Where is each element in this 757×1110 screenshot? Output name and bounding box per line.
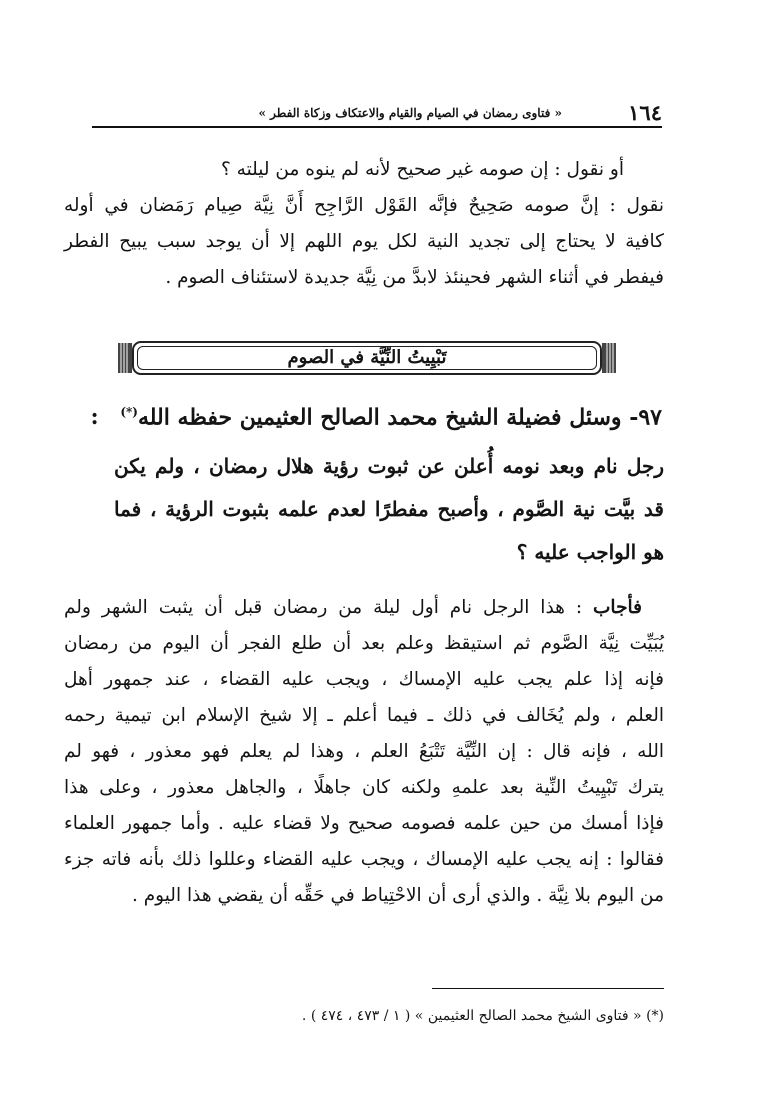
question-heading <box>90 392 662 437</box>
answer-line: العلم ، ولم يُخَالف في ذلك ـ فيما أعلم ـ إلا شيخ الإسلام ابن تيمية رحمه <box>64 705 664 726</box>
footnote-marker: (*) <box>120 405 138 419</box>
section-banner <box>118 337 616 379</box>
intro-line: نقول : إنَّ صومه صَحِيحٌ فإنَّه القَوْل الرَّاجِح أَنَّ نِيَّة صِيام رَمَضان في أوله <box>64 195 664 216</box>
question-text <box>64 445 664 574</box>
footnote: (*) « فتاوى الشيخ محمد الصالح العثيمين » ( ١ / ٤٧٣ ، ٤٧٤ ) . <box>301 1008 664 1024</box>
answer-line: فإذا أمسك من حين علمه فصومه صحيح ولا قضاء عليه . وأما جمهور العلماء <box>64 813 664 834</box>
section-title: تَبْيِيتُ النِّيَّة في الصوم <box>287 347 447 368</box>
question-line: رجل نام وبعد نومه أُعلن عن ثبوت رؤية هلال رمضان ، ولم يكن <box>114 454 664 478</box>
answer-line: يترك تَبْيِيتُ النِّية بعد علمهِ ولكنه كان جاهلًا ، والجاهل معذور ، وعلى هذا <box>64 777 664 798</box>
answer-line: فإنه إذا علم يجب عليه الإمساك ، ويجب عليه القضاء ، عند جمهور أهل <box>64 669 664 690</box>
question-line: هو الواجب عليه ؟ <box>516 540 664 564</box>
answer-line <box>64 590 664 626</box>
intro-line: فيفطر في أثناء الشهر فحينئذ لابدَّ من نِيَّة جديدة لاستئناف الصوم . <box>165 267 664 288</box>
intro-line: أو نقول : إن صومه غير صحيح لأنه لم ينوه من ليلته ؟ <box>220 159 624 180</box>
answer-line: يُبَيِّت نِيَّة الصَّوم ثم استيقظ وعلم بعد أن طلع الفجر أن اليوم من رمضان <box>64 633 664 654</box>
intro-line: كافية لا يحتاج إلى تجديد النية لكل يوم اللهم إلا أن يوجد سبب يبيح الفطر <box>64 231 664 252</box>
header-rule <box>92 126 662 128</box>
intro-paragraph <box>64 152 664 296</box>
answer-line: فقالوا : إنه يجب عليه الإمساك ، ويجب عليه القضاء وعللوا ذلك بأنه فاته جزء <box>64 849 664 870</box>
answer-line: من اليوم بلا نِيَّة . والذي أرى أن الاحْتِياط في حَقِّه أن يقضي هذا اليوم . <box>131 885 664 906</box>
footnote-rule <box>432 988 664 989</box>
question-heading-text: ٩٧- وسئل فضيلة الشيخ محمد الصالح العثيمين حفظه الله <box>137 404 662 431</box>
answer-paragraph <box>64 590 664 914</box>
answer-line: الله ، فإنه قال : إن النِّيَّة تَتْبَعُ العلم ، وهذا لم يعلم فهو معذور ، فهو لم <box>64 741 664 762</box>
question-line: قد بيَّت نية الصَّوم ، وأصبح مفطرًا لعدم علمه بثبوت الرؤية ، فما <box>114 497 664 521</box>
running-title: « فتاوى رمضان في الصيام والقيام والاعتكاف وزكاة الفطر » <box>258 106 562 120</box>
answer-first-line: : هذا الرجل نام أول ليلة من رمضان قبل أن يثبت الشهر ولم <box>64 597 583 618</box>
running-header <box>92 100 662 126</box>
answer-label: فأجاب <box>593 597 642 618</box>
page-number: ١٦٤ <box>628 100 662 125</box>
question-colon: : <box>90 404 99 431</box>
